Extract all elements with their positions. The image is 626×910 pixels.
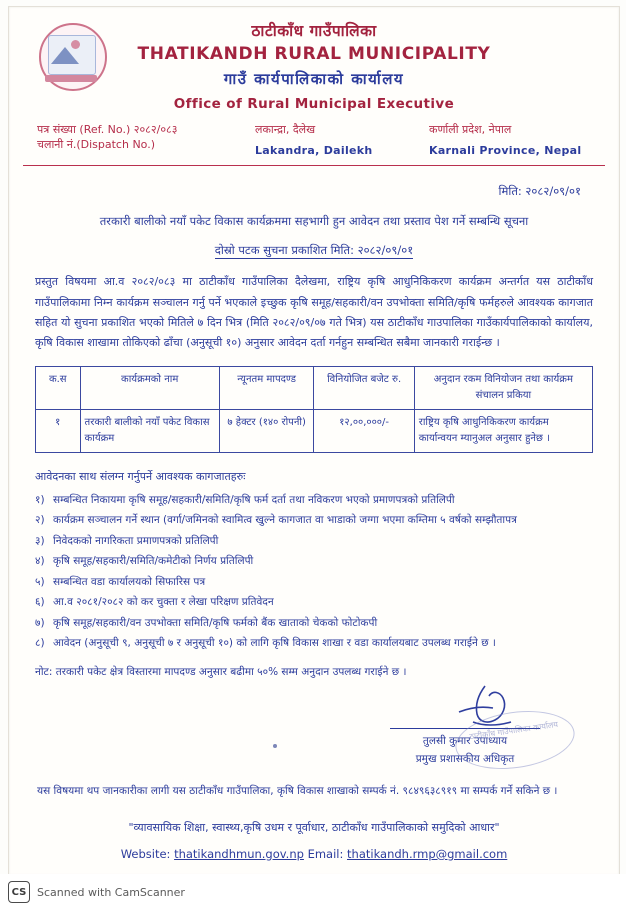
notice-title: तरकारी बालीको नयाँ पकेट विकास कार्यक्रममा सहभागी हुन आवेदन तथा प्रस्ताव पेश गर्ने सम्बन्धि सूचना bbox=[99, 214, 529, 229]
col-procedure: अनुदान रकम विनियोजन तथा कार्यक्रम संचालन प्रकिया bbox=[414, 366, 592, 409]
list-item bbox=[35, 592, 593, 612]
table-header-row bbox=[36, 366, 593, 409]
list-item bbox=[35, 531, 593, 551]
reference-row bbox=[9, 122, 619, 160]
list-item-number: ८) bbox=[35, 637, 45, 650]
list-item-text: कार्यक्रम सञ्चालन गर्ने स्थान (वर्गा/जमिनको स्वामित्व खुल्ने कागजात वा भाडाको जग्गा भएमा कम्तिमा ५ वर्षको सम्झौतापत्र bbox=[53, 514, 517, 527]
list-item-text: सम्बन्धित वडा कार्यालयको सिफारिस पत्र bbox=[53, 575, 206, 588]
col-budget: विनियोजित बजेट रु. bbox=[314, 366, 414, 409]
subsidy-note: नोट: तरकारी पकेट क्षेत्र विस्तारमा मापदण्ड अनुसार बढीमा ५०% सम्म अनुदान उपलब्ध गराईने छ । bbox=[35, 665, 407, 678]
col-min-standard: न्यूनतम मापदण्ड bbox=[219, 366, 314, 409]
website-label: Website: bbox=[120, 846, 171, 861]
email-label: Email: bbox=[307, 846, 344, 861]
documents-heading: आवेदनका साथ संलग्न गर्नुपर्ने आवश्यक कागजातहरुः bbox=[35, 469, 246, 483]
municipality-emblem-icon bbox=[35, 21, 109, 99]
col-sn: क.स bbox=[36, 366, 81, 409]
cell-min-standard: ७ हेक्टर (१४० रोपनी) bbox=[219, 409, 314, 452]
second-publication-date: दोस्रो पटक सुचना प्रकाशित मिति: २०८२/०९/०१ bbox=[214, 243, 414, 258]
list-item bbox=[35, 572, 593, 592]
intro-paragraph: प्रस्तुत विषयमा आ.व २०८२/०८३ मा ठाटीकाँध गाउँपालिका दैलेखमा, राष्ट्रिय कृषि आधुनिकिकरण कार्यक्रम अन्तर्गत यस ठाटीकाँध गाउँपालिकामा निम्न कार्यक्रम सञ्चालन गर्नु पर्ने भएकाले इच्छुक कृषि समूह/सहकारी/वन उपभोक्ता समिति/कृषि फर्महरुले आवश्यक कागजात सहित यो सुचना प्रकाशित भएको मितिले ७ दिन भित्र (मिति २०८२/०९/०७ गते भित्र) यस ठाटीकाँध गाउपालिका गाउँकार्यपालिकाको कार्यालय, कृषि विकास शाखामा तोकिएको ढाँचा (अनुसूची १०) अनुसार आवेदन दर्ता गर्नहुन सम्बन्धित सबैमा जानकारी गराईन्छ । bbox=[35, 275, 593, 350]
website-link[interactable]: thatikandhmun.gov.np bbox=[174, 846, 304, 861]
office-name-nepali: गाउँ कार्यपालिकाको कार्यालय bbox=[223, 70, 405, 88]
document-footer bbox=[35, 818, 593, 864]
list-item-number: २) bbox=[35, 514, 45, 527]
list-item bbox=[35, 551, 593, 571]
signatory-name: तुलसी कुमार उपाध्याय bbox=[422, 734, 508, 747]
program-table bbox=[35, 366, 593, 453]
signature-area bbox=[35, 686, 593, 778]
list-item-text: कृषि समूह/सहकारी/समिति/कमेटीको निर्णय प्रतिलिपी bbox=[53, 555, 254, 568]
office-name-english: Office of Rural Municipal Executive bbox=[173, 96, 455, 112]
email-link[interactable]: thatikandh.rmp@gmail.com bbox=[347, 846, 508, 861]
slogan: "व्यावसायिक शिक्षा, स्वास्थ्य,कृषि उधम र पूर्वाधार, ठाटीकाँध गाउँपालिकाको समुदिको आधार" bbox=[128, 820, 500, 834]
list-item bbox=[35, 490, 593, 510]
contact-links bbox=[35, 844, 593, 864]
place-english: Lakandra, Dailekh bbox=[255, 144, 373, 157]
list-item bbox=[35, 633, 593, 653]
ink-dot-mark bbox=[273, 744, 277, 748]
contact-paragraph: यस विषयमा थप जानकारीका लागी यस ठाटीकाँध गाउँपालिका, कृषि विकास शाखाको सम्पर्क नं. ९८४९६३८९१९ मा सम्पर्क गर्ने सकिने छ । bbox=[37, 784, 558, 797]
list-item-number: ६) bbox=[35, 596, 45, 609]
cell-budget: १२,००,०००/- bbox=[314, 409, 414, 452]
cell-program-name: तरकारी बालीको नयाँ पकेट विकास कार्यक्रम bbox=[80, 409, 219, 452]
list-item-text: आ.व २०८१/२०८२ को कर चुक्ता र लेखा परिक्षण प्रतिवेदन bbox=[53, 596, 274, 609]
signatory-post: प्रमुख प्रशासकीय अधिकृत bbox=[415, 753, 515, 766]
list-item-text: आवेदन (अनुसूची ९, अनुसूची ७ र अनुसूची १०) को लागि कृषि विकास शाखा र वडा कार्यालयबाट उपलब्ध गराईने छ । bbox=[53, 637, 496, 650]
cell-procedure: राष्ट्रिय कृषि आधुनिकिकरण कार्यक्रम कार्यान्वयन म्यानुअल अनुसार हुनेछ । bbox=[414, 409, 592, 452]
list-item-number: ४) bbox=[35, 555, 45, 568]
cell-sn: १ bbox=[36, 409, 81, 452]
document-header bbox=[9, 7, 619, 167]
camscanner-watermark bbox=[0, 874, 626, 910]
scanned-document bbox=[8, 6, 620, 876]
org-name-nepali: ठाटीकाँध गाउँपालिका bbox=[251, 22, 377, 40]
place-nepali: लकान्द्रा, दैलेख bbox=[255, 123, 316, 136]
official-stamp: ठाटीकाँध गाउँपालिका कार्यालय bbox=[452, 704, 579, 776]
reference-number: पत्र संख्या (Ref. No.) २०८२/०८३ bbox=[37, 123, 178, 136]
list-item-number: ७) bbox=[35, 616, 45, 629]
province-english: Karnali Province, Nepal bbox=[429, 144, 582, 157]
camscanner-text: Scanned with CamScanner bbox=[37, 885, 185, 899]
province-nepali: कर्णाली प्रदेश, नेपाल bbox=[429, 123, 512, 136]
document-body bbox=[9, 181, 619, 864]
list-item-number: ५) bbox=[35, 575, 45, 588]
list-item-text: निवेदकको नागरिकता प्रमाणपत्रको प्रतिलिपी bbox=[53, 534, 219, 547]
list-item-number: ३) bbox=[35, 534, 45, 547]
org-name-english: THATIKANDH RURAL MUNICIPALITY bbox=[137, 44, 491, 64]
issue-date: मिति: २०८२/०९/०१ bbox=[498, 184, 581, 198]
list-item bbox=[35, 613, 593, 633]
list-item-text: कृषि समूह/सहकारी/वन उपभोक्ता समिति/कृषि फर्मको बैंक खाताको चेकको फोटोकपी bbox=[53, 616, 378, 629]
documents-list bbox=[35, 490, 593, 654]
camscanner-logo-icon: CS bbox=[8, 881, 30, 903]
table-row bbox=[36, 409, 593, 452]
list-item bbox=[35, 510, 593, 530]
col-program-name: कार्यक्रमको नाम bbox=[80, 366, 219, 409]
list-item-number: १) bbox=[35, 494, 45, 506]
header-divider bbox=[23, 165, 605, 166]
dispatch-number: चलानी नं.(Dispatch No.) bbox=[37, 138, 155, 151]
list-item-text: सम्बन्धित निकायमा कृषि समूह/सहकारी/समिति/कृषि फर्म दर्ता तथा नविकरण भएको प्रमाणपत्रको प्रतिलिपी bbox=[53, 494, 455, 506]
